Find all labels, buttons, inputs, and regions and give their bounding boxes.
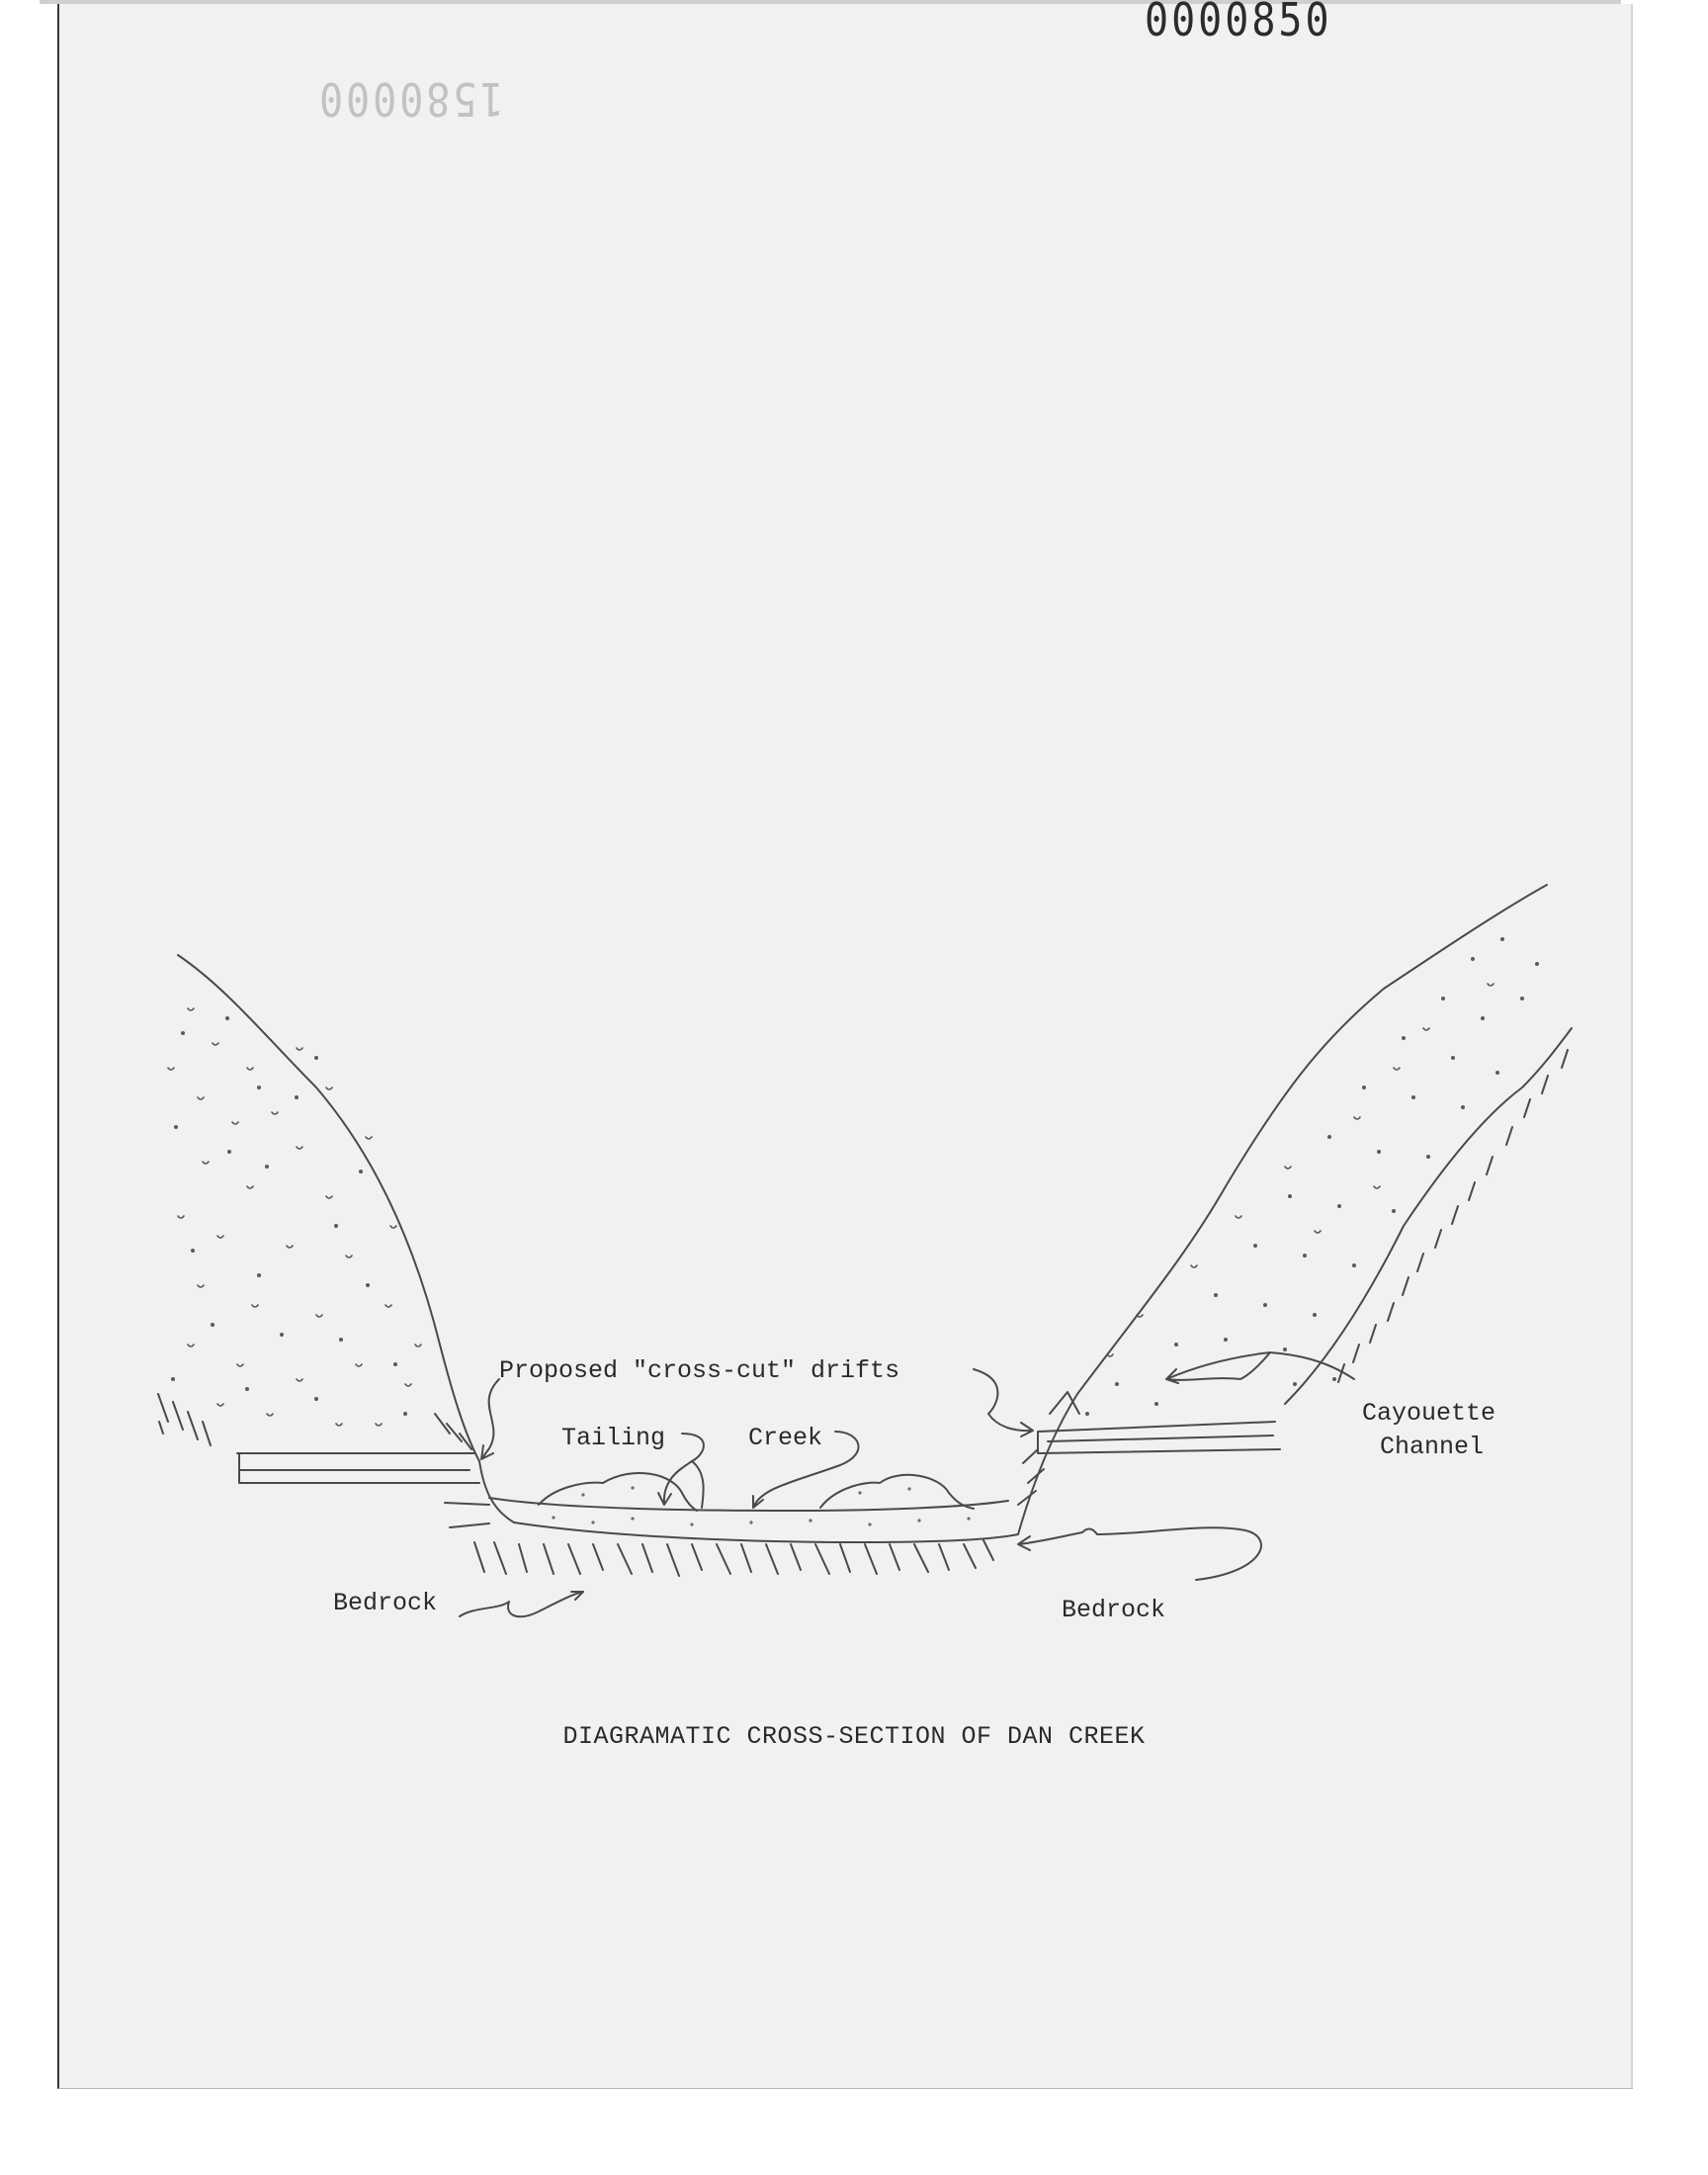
- leader-drifts-left: [481, 1379, 499, 1459]
- right-bedrock-hatch: [1338, 1050, 1568, 1382]
- label-bedrock-right: Bedrock: [1062, 1596, 1166, 1624]
- right-bank-dots: [1085, 937, 1539, 1416]
- left-drift-tunnel: [237, 1453, 479, 1483]
- tailing-pile-right: [820, 1475, 974, 1509]
- leader-bedrock-right: [1018, 1527, 1261, 1580]
- label-channel-line2: Channel: [1380, 1433, 1485, 1461]
- leader-drifts-right: [974, 1369, 1033, 1436]
- label-bedrock-left: Bedrock: [333, 1589, 438, 1617]
- label-channel-line1: Cayouette: [1362, 1399, 1496, 1428]
- left-bedrock-hatch: [158, 1394, 471, 1449]
- left-bank-gravel-stipple: [168, 1008, 421, 1426]
- left-bank-outline: [178, 955, 479, 1461]
- diagram-caption: DIAGRAMATIC CROSS-SECTION OF DAN CREEK: [562, 1722, 1146, 1751]
- gravel-layer-top: [489, 1498, 1008, 1511]
- left-bank-dots: [171, 1016, 407, 1416]
- label-tailing: Tailing: [561, 1424, 666, 1452]
- creek-bed-dots: [552, 1486, 970, 1525]
- right-drift-tunnel: [1038, 1422, 1280, 1453]
- label-proposed-drifts: Proposed "cross-cut" drifts: [499, 1356, 900, 1385]
- label-creek: Creek: [748, 1424, 823, 1452]
- right-drift-portal: [1050, 1392, 1079, 1414]
- faint-bleed-through-stamp: 1580000: [316, 71, 504, 125]
- right-bank-gravel-stipple: [1107, 984, 1494, 1356]
- page-number-stamp: 0000850: [1145, 0, 1332, 47]
- leader-tailing-2: [692, 1461, 704, 1508]
- right-bank-bedrock-contact: [1285, 1028, 1572, 1404]
- valley-floor: [479, 1461, 1018, 1542]
- leader-bedrock-left: [460, 1592, 583, 1616]
